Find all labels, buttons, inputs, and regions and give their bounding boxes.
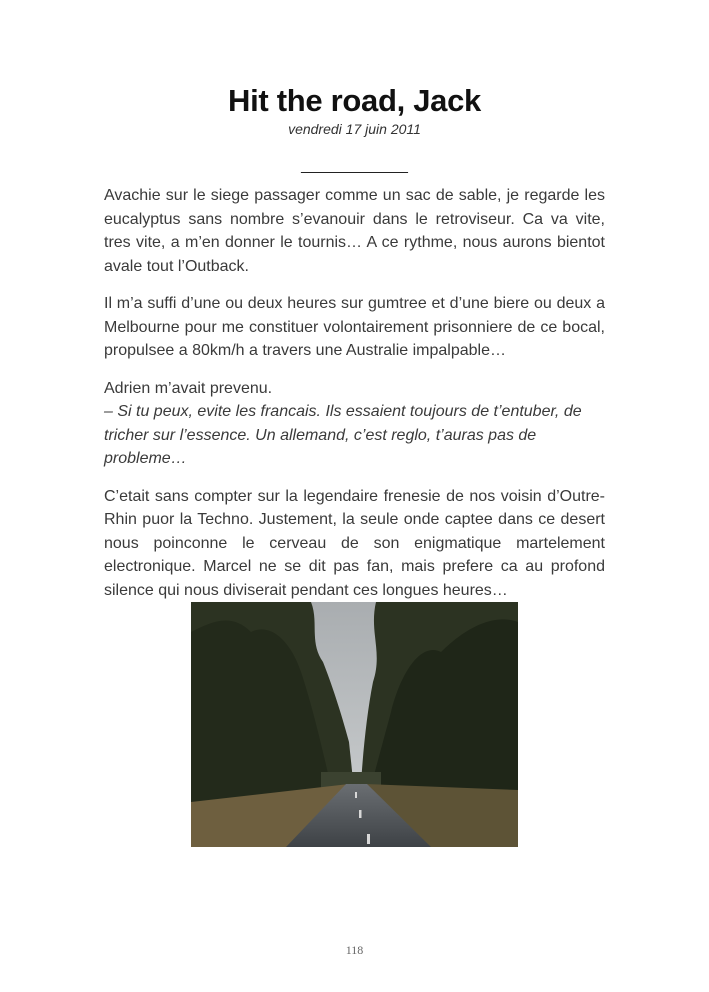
paragraph-3: C’etait sans compter sur la legendaire frenesie de nos voisin d’Outre-Rhin puor la Techno. Justement, la seule onde captee dans ce desert nous poinconne le cerveau de son enigmatique martelement electronique. Marcel ne se dit pas fan, mais prefere ca au profond silence qui nous diviserait pendant ces longues heures…	[104, 487, 605, 599]
article-title: Hit the road, Jack	[227, 83, 481, 118]
article-body	[104, 184, 605, 616]
page-number: 118	[345, 943, 364, 957]
road-photo	[191, 602, 518, 847]
article-date: vendredi 17 juin 2011	[288, 121, 421, 137]
dialogue-intro: Adrien m’avait prevenu.	[104, 379, 273, 397]
paragraph-1: Avachie sur le siege passager comme un sac de sable, je regarde les eucalyptus sans nombre s’evanouir dans le retroviseur. Ca va vite, tres vite, a m’en donner le tournis… A ce rythme, nous aurons bientot avale tout l’Outback.	[104, 187, 605, 275]
dialogue-quote: – Si tu peux, evite les francais. Ils essaient toujours de t’entuber, de tricher sur l’essence. Un allemand, c’est reglo, t’auras pas de probleme…	[104, 403, 582, 467]
title-separator: ____________	[301, 157, 408, 174]
paragraph-2: Il m’a suffi d’une ou deux heures sur gumtree et d’une biere ou deux a Melbourne pour me constituer volontairement prisonniere de ce bocal, propulsee a 80km/h a travers une Australie impalpable…	[104, 295, 605, 359]
paragraph-dialogue	[104, 377, 605, 471]
